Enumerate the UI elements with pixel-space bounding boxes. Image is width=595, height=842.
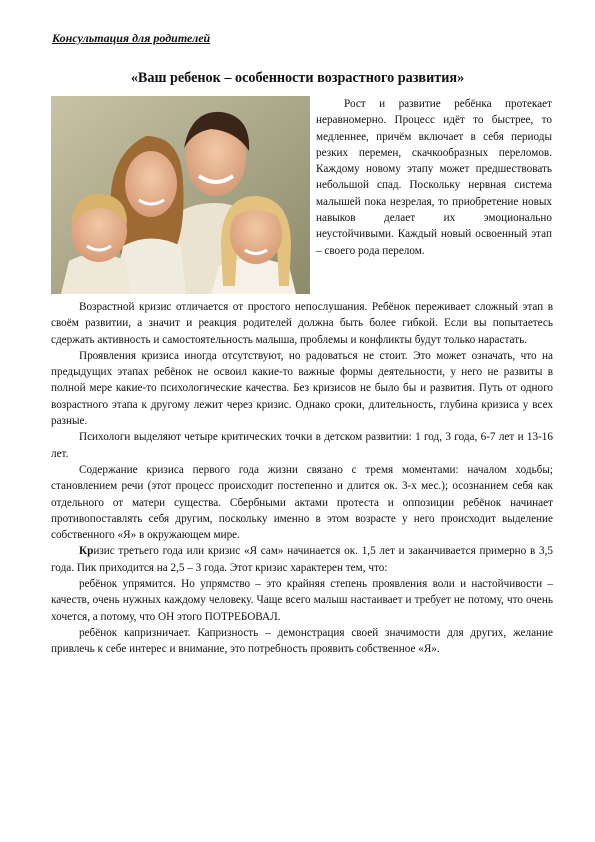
- third-year-text: изис третьего года или кризис «Я сам» начинается ок. 1,5 лет и заканчивается примерно в 3,5 года. Пик приходится на 2,5 – 3 года. Этот кризис характерен тем, что:: [51, 545, 553, 574]
- page-title: «Ваш ребенок – особенности возрастного развития»: [130, 70, 465, 86]
- family-photo: [51, 96, 310, 294]
- paragraph-crisis-absence: Проявления кризиса иногда отсутствуют, но радоваться не стоит. Это может означать, что на предыдущих этапах ребёнок не освоил какие-то важные формы деятельности, у него не развиты в полной мере какие-то психологические качества. Без кризисов не было бы и развития. Путь от одного возрастного этапа к другому лежит через кризис. Однако сроки, длительность, глубина кризиса у всех разные.: [51, 349, 553, 428]
- paragraph-third-year: [51, 543, 553, 576]
- intro-paragraph: [316, 96, 552, 259]
- point-capriciousness: ребёнок капризничает. Капризность – демонстрация своей значимости для других, желание привлечь к себе интерес и внимание, это потребность проявить собственное «Я».: [51, 626, 553, 656]
- consultation-label: Консультация для родителей: [52, 31, 211, 45]
- family-photo-illustration: [51, 96, 310, 294]
- paragraph-crisis-definition: Возрастной кризис отличается от простого непослушания. Ребёнок переживает сложный этап в своём развитии, а значит и реакция родителей должна быть более гибкой. Если вы попытаетесь сдержать активность и самостоятельность малыша, проблемы и конфликты будут только нарастать.: [51, 301, 553, 346]
- point-stubbornness: ребёнок упрямится. Но упрямство – это крайняя степень проявления воли и настойчивости – качеств, очень нужных каждому человеку. Чаще всего малыш настаивает и требует не потому, что очень хочется, а потому, что ОН этого ПОТРЕБОВАЛ.: [51, 578, 553, 623]
- article-body: [51, 299, 553, 658]
- third-year-bold-start: Кр: [79, 545, 94, 558]
- paragraph-first-year: Содержание кризиса первого года жизни связано с тремя моментами: началом ходьбы; становлением речи (этот процесс происходит постепенно и длится ок. 3-х мес.); осознанием себя как отдельного от матери существа. Сбербными актами протеста и оппозиции ребёнок начинает противопоставлять себя другим, поскольку именно в этом возрасте у него происходит выделение собственного «Я» в окружающем мире.: [51, 463, 553, 542]
- paragraph-critical-points: Психологи выделяют четыре критических точки в детском развитии: 1 год, 3 года, 6-7 лет и 13-16 лет.: [51, 431, 553, 460]
- intro-text: Рост и развитие ребёнка протекает неравномерно. Процесс идёт то быстрее, то медленнее, причём включает в себя периоды резких перемен, скачкообразных переломов. Каждому новому этапу может предшествовать небольшой спад. Поскольку нервная система малышей пока незрелая, то приобретение новых навыков делает их эмоционально неустойчивыми. Каждый новый освоенный этап – своего рода перелом.: [316, 98, 552, 257]
